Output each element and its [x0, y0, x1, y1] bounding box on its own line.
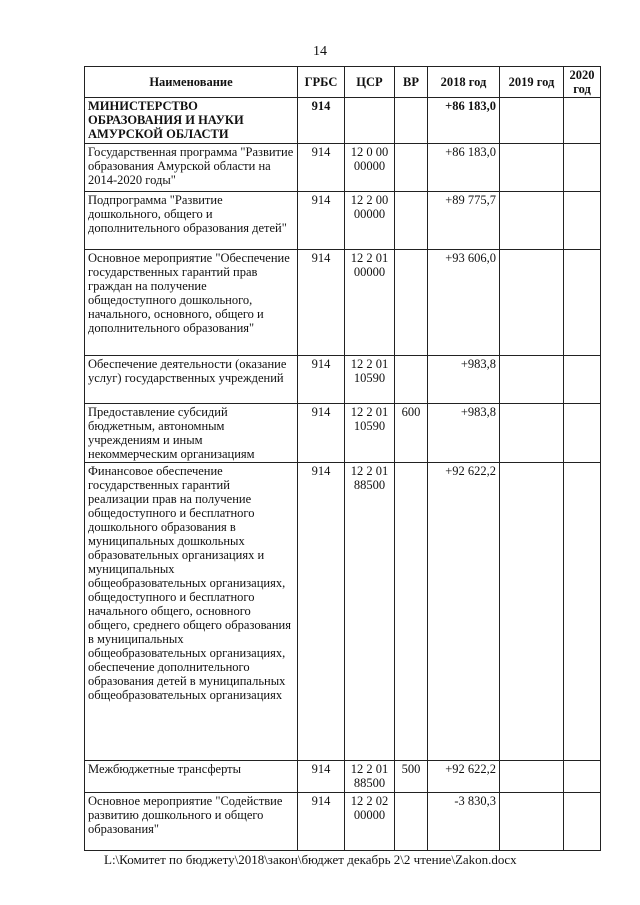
cell-grbs: 914	[298, 192, 345, 250]
cell-y2018: +89 775,7	[428, 192, 500, 250]
cell-csr: 12 2 01 00000	[345, 250, 395, 356]
cell-grbs: 914	[298, 356, 345, 404]
cell-name: МИНИСТЕРСТВО ОБРАЗОВАНИЯ И НАУКИ АМУРСКОЙ ОБЛАСТИ	[85, 98, 298, 144]
cell-y2020	[564, 144, 601, 192]
cell-csr: 12 2 00 00000	[345, 192, 395, 250]
table-row	[85, 192, 601, 250]
cell-y2020	[564, 356, 601, 404]
cell-y2019	[500, 761, 564, 793]
header-vr: ВР	[395, 67, 428, 98]
cell-y2020	[564, 761, 601, 793]
table-body	[85, 98, 601, 851]
cell-y2020	[564, 98, 601, 144]
cell-grbs: 914	[298, 463, 345, 761]
cell-y2018: +92 622,2	[428, 463, 500, 761]
cell-y2020	[564, 250, 601, 356]
cell-vr: 600	[395, 404, 428, 463]
header-csr: ЦСР	[345, 67, 395, 98]
cell-y2019	[500, 356, 564, 404]
page-number: 14	[313, 44, 327, 59]
cell-y2020	[564, 463, 601, 761]
cell-y2019	[500, 793, 564, 851]
cell-name: Финансовое обеспечение государственных гарантий реализации прав на получение общедоступного и бесплатного дошкольного образования в муниципальных дошкольных образовательных организациях и муниципальных общеобразовательных организациях, общедоступного и бесплатного начального общего, основного общего, среднего общего образования в муниципальных общеобразовательных организациях, обеспечение дополнительного образования детей в муниципальных общеобразовательных организациях	[85, 463, 298, 761]
table-row	[85, 404, 601, 463]
cell-y2018: +93 606,0	[428, 250, 500, 356]
cell-y2020	[564, 192, 601, 250]
cell-y2020	[564, 793, 601, 851]
cell-y2018: +983,8	[428, 404, 500, 463]
table-row	[85, 98, 601, 144]
header-2020: 2020 год	[564, 67, 601, 98]
cell-vr	[395, 250, 428, 356]
header-2019: 2019 год	[500, 67, 564, 98]
table-row	[85, 144, 601, 192]
header-2018: 2018 год	[428, 67, 500, 98]
cell-csr: 12 2 01 88500	[345, 761, 395, 793]
cell-y2019	[500, 144, 564, 192]
table-row	[85, 250, 601, 356]
cell-name: Межбюджетные трансферты	[85, 761, 298, 793]
cell-grbs: 914	[298, 404, 345, 463]
cell-vr	[395, 192, 428, 250]
table-header-row	[85, 67, 601, 98]
cell-name: Основное мероприятие "Содействие развитию дошкольного и общего образования"	[85, 793, 298, 851]
cell-name: Предоставление субсидий бюджетным, автономным учреждениям и иным некоммерческим организациям	[85, 404, 298, 463]
cell-y2018: +86 183,0	[428, 144, 500, 192]
cell-y2018: +92 622,2	[428, 761, 500, 793]
cell-csr: 12 2 02 00000	[345, 793, 395, 851]
cell-name: Подпрограмма "Развитие дошкольного, общего и дополнительного образования детей"	[85, 192, 298, 250]
cell-csr: 12 2 01 88500	[345, 463, 395, 761]
cell-y2019	[500, 192, 564, 250]
cell-vr: 500	[395, 761, 428, 793]
cell-vr	[395, 463, 428, 761]
cell-grbs: 914	[298, 144, 345, 192]
cell-grbs: 914	[298, 250, 345, 356]
cell-y2018: +86 183,0	[428, 98, 500, 144]
budget-table	[84, 66, 601, 851]
cell-name: Основное мероприятие "Обеспечение государственных гарантий прав граждан на получение общедоступного дошкольного, начального, основного, общего и дополнительного образования"	[85, 250, 298, 356]
footer-file-path: L:\Комитет по бюджету\2018\закон\бюджет декабрь 2\2 чтение\Zakon.docx	[104, 852, 517, 867]
header-name: Наименование	[85, 67, 298, 98]
cell-y2019	[500, 404, 564, 463]
cell-y2018: -3 830,3	[428, 793, 500, 851]
cell-y2020	[564, 404, 601, 463]
cell-y2019	[500, 98, 564, 144]
cell-name: Государственная программа "Развитие образования Амурской области на 2014-2020 годы"	[85, 144, 298, 192]
cell-csr: 12 2 01 10590	[345, 356, 395, 404]
table-row	[85, 761, 601, 793]
cell-y2019	[500, 463, 564, 761]
cell-vr	[395, 793, 428, 851]
cell-y2018: +983,8	[428, 356, 500, 404]
header-grbs: ГРБС	[298, 67, 345, 98]
cell-y2019	[500, 250, 564, 356]
table-row	[85, 463, 601, 761]
table-row	[85, 356, 601, 404]
cell-name: Обеспечение деятельности (оказание услуг) государственных учреждений	[85, 356, 298, 404]
cell-csr: 12 0 00 00000	[345, 144, 395, 192]
cell-grbs: 914	[298, 98, 345, 144]
cell-csr: 12 2 01 10590	[345, 404, 395, 463]
table-row	[85, 793, 601, 851]
cell-vr	[395, 356, 428, 404]
cell-grbs: 914	[298, 761, 345, 793]
cell-grbs: 914	[298, 793, 345, 851]
cell-vr	[395, 98, 428, 144]
cell-csr	[345, 98, 395, 144]
cell-vr	[395, 144, 428, 192]
